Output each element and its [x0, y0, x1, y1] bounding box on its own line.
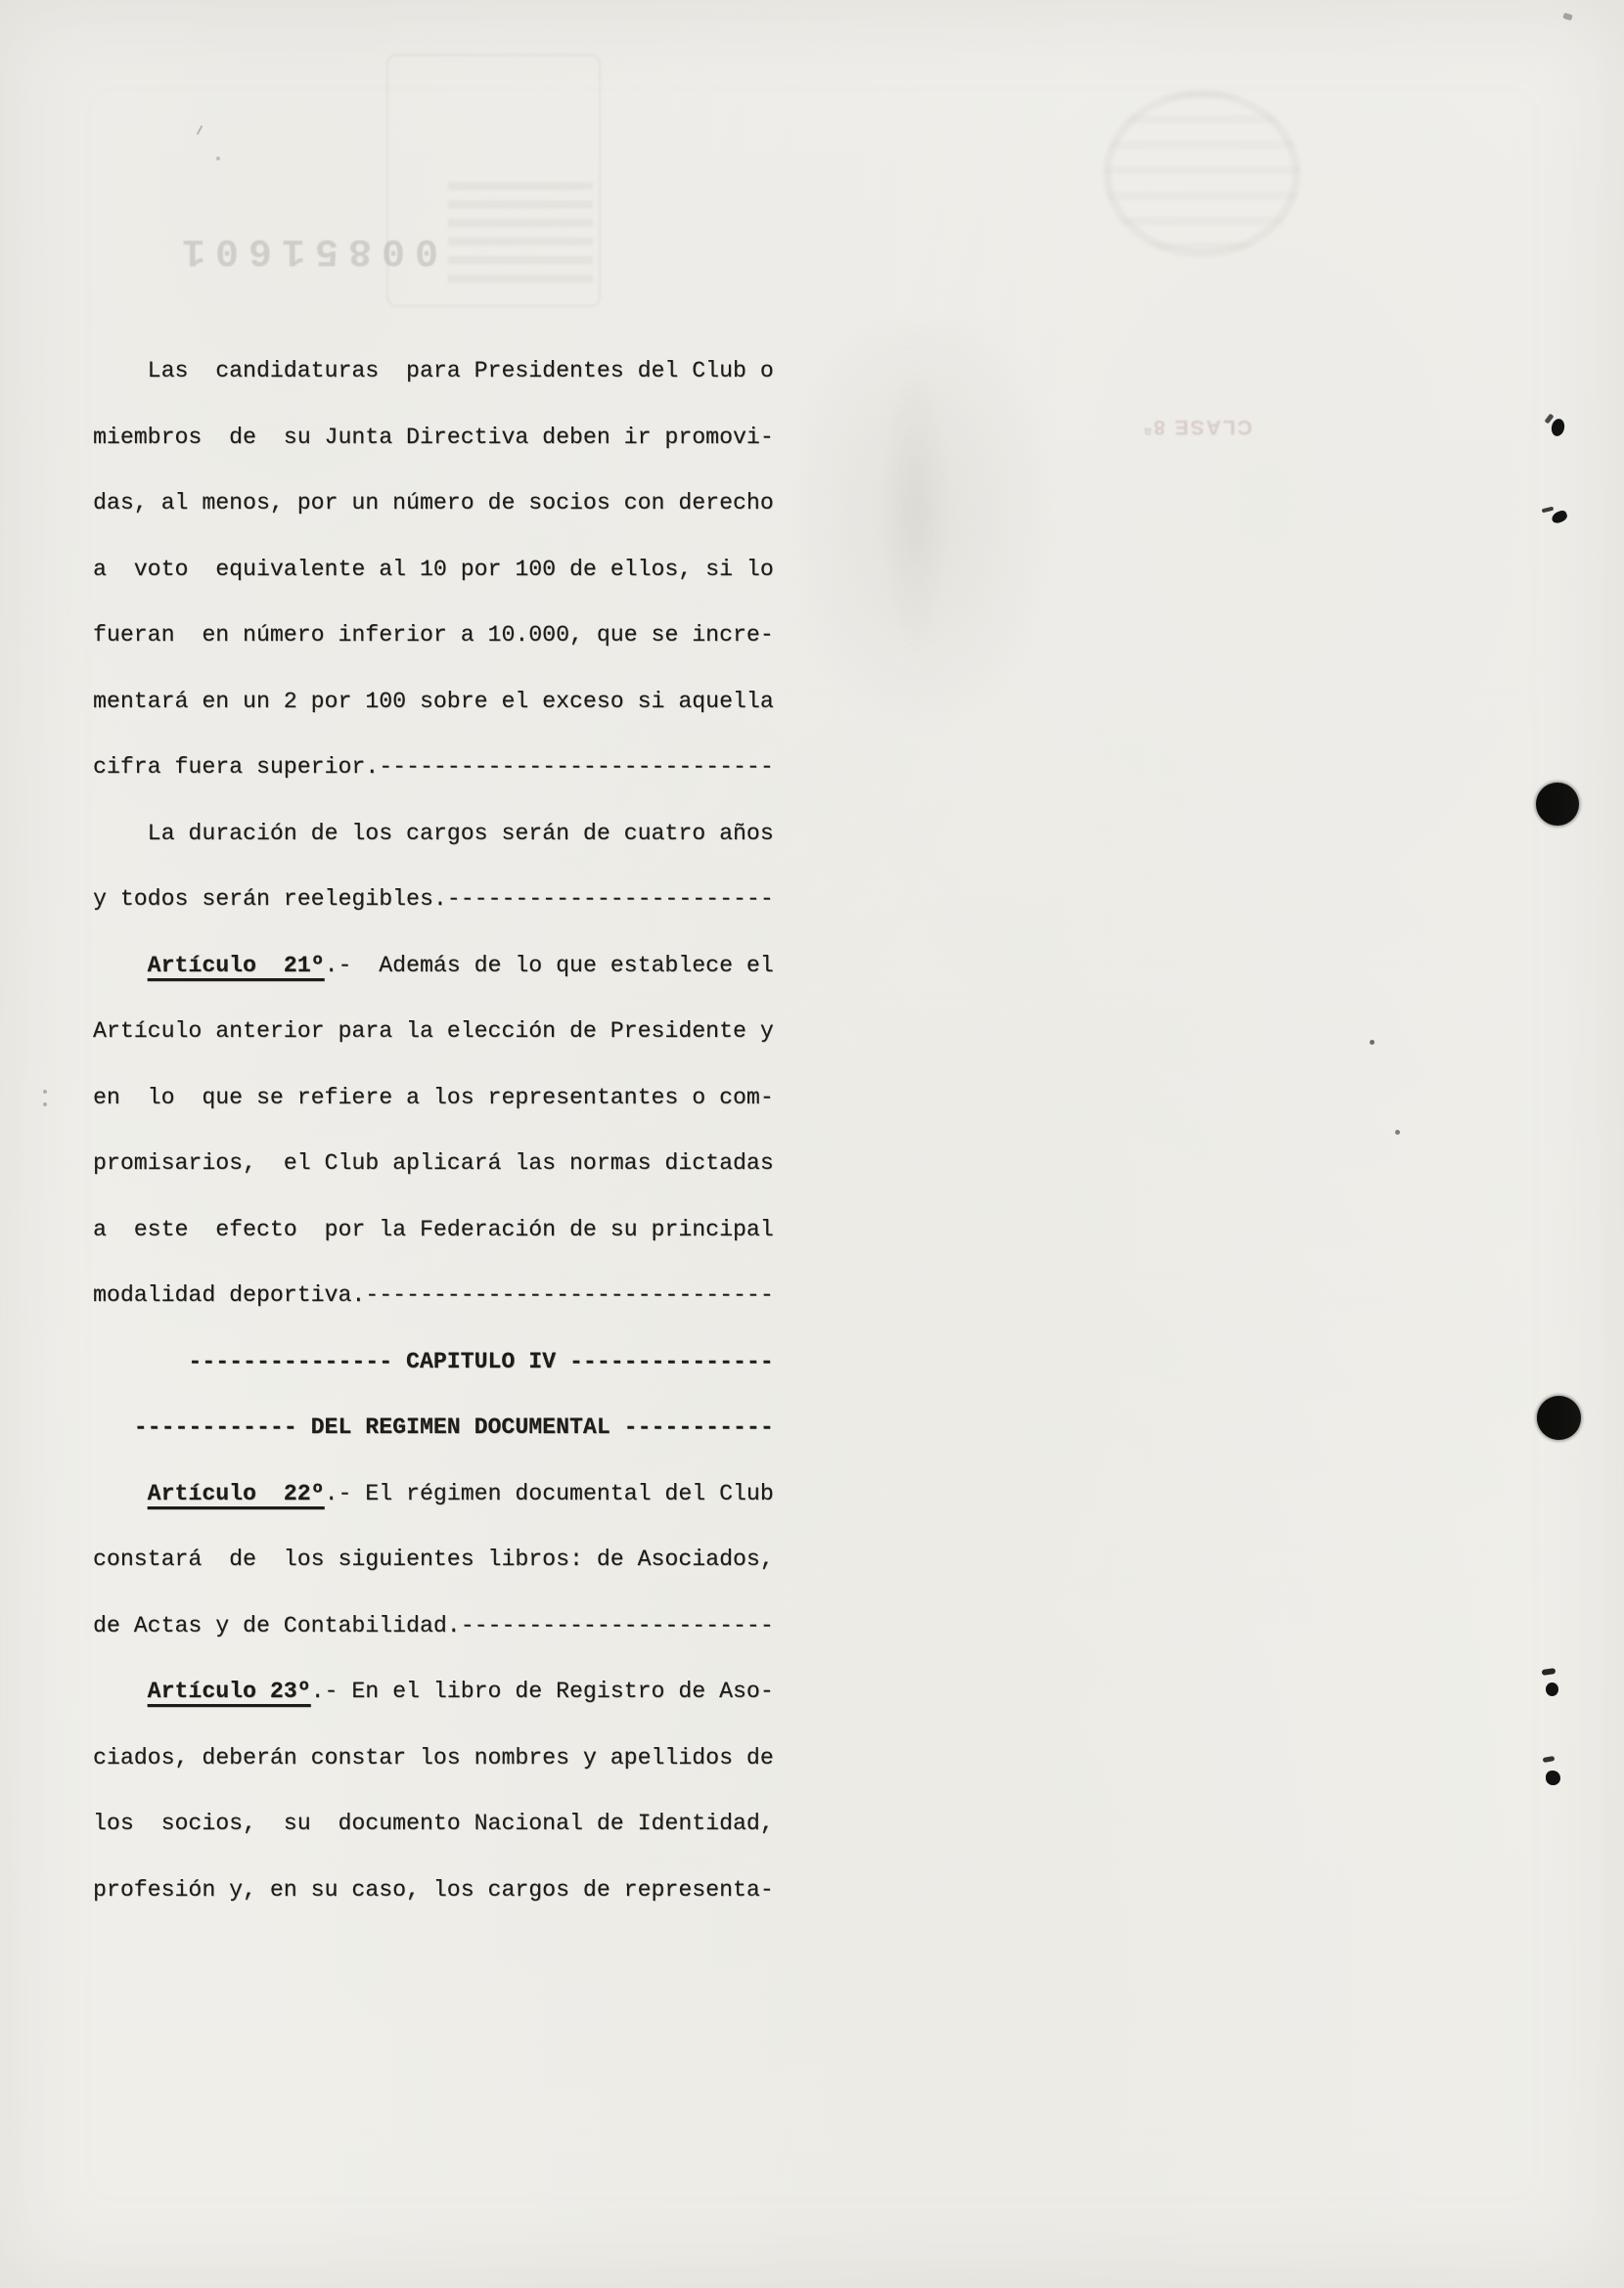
ghost-crest-text-rows [448, 182, 593, 292]
ink-speck [1370, 1040, 1375, 1045]
ghost-smudge-streak [880, 362, 949, 655]
text-line: Las candidaturas para Presidentes del Club o [147, 358, 774, 383]
text-line: miembros de su Junta Directiva deben ir promovi- [93, 424, 774, 450]
text-line: --------------- CAPITULO IV --------------- [188, 1348, 774, 1374]
article-ref-underlined: Artículo 21º [147, 952, 325, 978]
ghost-oval-stamp [1104, 90, 1300, 257]
text-block [93, 338, 797, 1923]
ink-speck [216, 157, 220, 160]
text-line: y todos serán reelegibles.------------------------ [93, 886, 774, 912]
ink-speck [1546, 1682, 1558, 1696]
ink-speck [1543, 1756, 1556, 1763]
ink-dot [1536, 783, 1579, 826]
text-line: ------------ DEL REGIMEN DOCUMENTAL ----------- [133, 1414, 774, 1440]
text-line: en lo que se refiere a los representantes o com- [93, 1084, 774, 1110]
ink-speck [1551, 509, 1569, 524]
ink-speck [43, 1090, 47, 1094]
text-line: promisarios, el Club aplicará las normas dictadas [93, 1150, 774, 1176]
ink-speck [43, 1102, 47, 1106]
text-line: mentará en un 2 por 100 sobre el exceso si aquella [93, 688, 774, 714]
ink-dot [1537, 1396, 1581, 1440]
text-line: modalidad deportiva.------------------------------ [93, 1282, 774, 1308]
article-heading-line: Artículo 22º.- El régimen documental del Club [147, 1480, 774, 1506]
ink-speck [197, 125, 203, 135]
ink-speck [1542, 1668, 1556, 1676]
text-line: das, al menos, por un número de socios con derecho [93, 490, 774, 516]
ink-speck [1562, 13, 1572, 21]
text-line: La duración de los cargos serán de cuatro años [147, 820, 774, 846]
article-heading-line: Artículo 21º.- Además de lo que establece el [147, 952, 774, 978]
text-line: profesión y, en su caso, los cargos de representa- [93, 1876, 774, 1903]
article-ref-underlined: Artículo 22º [147, 1480, 325, 1506]
article-ref-underlined: Artículo 23º [147, 1679, 311, 1704]
text-line: los socios, su documento Nacional de Identidad, [93, 1811, 774, 1836]
text-line: Artículo anterior para la elección de Presidente y [93, 1018, 774, 1044]
ghost-serial-number: 00851601 [171, 228, 438, 272]
ink-speck [1546, 1771, 1560, 1785]
text-line: a este efecto por la Federación de su principal [93, 1216, 774, 1242]
text-line: a voto equivalente al 10 por 100 de ellos, si lo [93, 556, 774, 582]
ghost-class-label: CLASE 8ª [1142, 416, 1252, 438]
article-heading-line: Artículo 23º.- En el libro de Registro de Aso- [147, 1679, 774, 1704]
ink-speck [1550, 418, 1565, 437]
text-line: constará de los siguientes libros: de Asociados, [93, 1547, 774, 1572]
text-line: fueran en número inferior a 10.000, que se incre- [93, 622, 774, 648]
text-line: de Actas y de Contabilidad.----------------------- [93, 1612, 774, 1638]
text-line: ciados, deberán constar los nombres y apellidos de [93, 1744, 774, 1771]
text-line: cifra fuera superior.----------------------------- [93, 754, 774, 780]
ink-speck [1542, 507, 1555, 514]
ink-speck [1395, 1130, 1400, 1135]
